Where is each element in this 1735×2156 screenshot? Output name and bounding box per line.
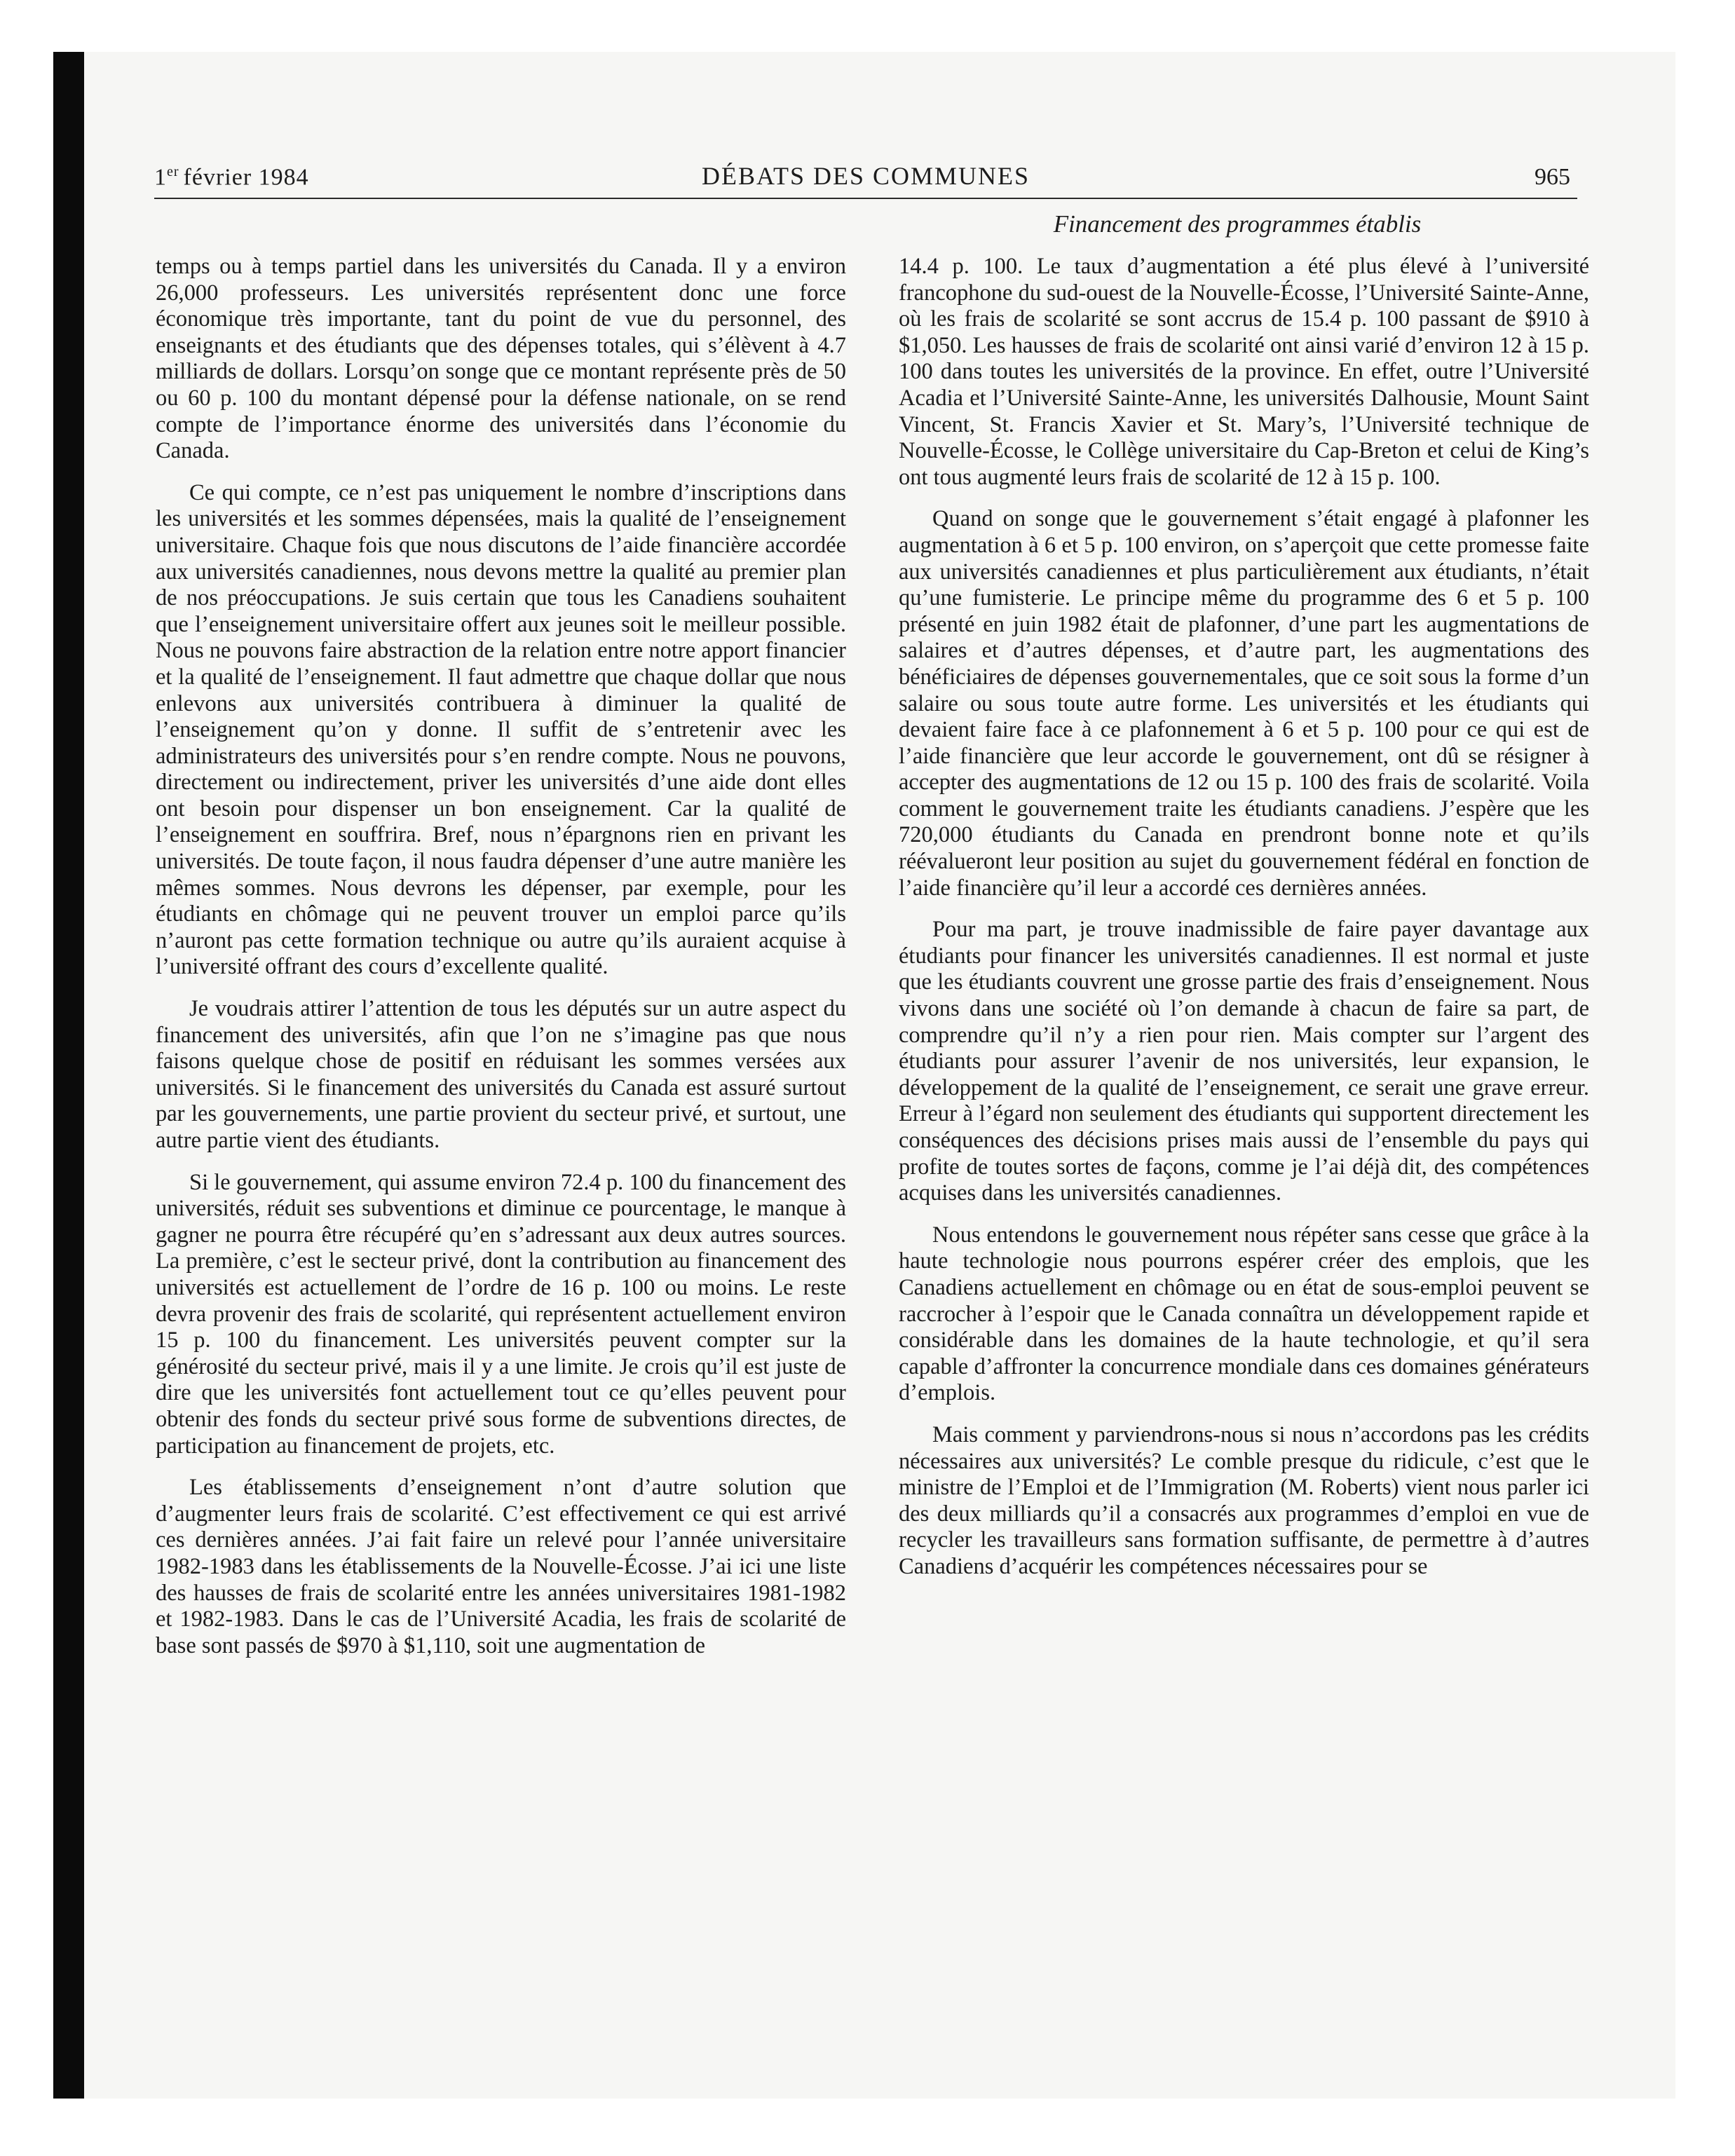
paragraph: Ce qui compte, ce n’est pas uniquement le nombre d’inscriptions dans les universités et les sommes dépensées, mais la qualité de l’enseignement universitaire. Chaque fois que nous discutons de l’aide financière accordée aux universités canadiennes, nous devons mettre la qualité au premier plan de nos préoccupations. Je suis certain que tous les Canadiens souhaitent que l’enseignement universitaire offert aux jeunes soit le meilleur possible. Nous ne pouvons faire abstraction de la relation entre notre apport financier et la qualité de l’enseignement. Il faut admettre que chaque dollar que nous enlevons aux universités contribuera à diminuer la qualité de l’enseignement qu’on y donne. Il suffit de s’entretenir avec les administrateurs des universités pour s’en rendre compte. Nous ne pouvons, directement ou indirectement, priver les universités d’une aide dont elles ont besoin pour dispenser un bon enseignement. Car la qualité de l’enseignement en souffrira. Bref, nous n’épargnons rien en privant les universités. De toute façon, il nous faudra dépenser d’une autre manière les mêmes sommes. Nous devrons les dépenser, par exemple, pour les étudiants en chômage qui ne peuvent trouver un emploi parce qu’ils n’auront pas cette formation technique ou autre qu’ils auraient acquise à l’université offrant des cours d’excellente qualité.	[156, 479, 846, 980]
paragraph: Nous entendons le gouvernement nous répéter sans cesse que grâce à la haute technologie nous pourrons espérer créer des emplois, que les Canadiens actuellement en chômage ou en état de sous-emploi peuvent se raccrocher à l’espoir que le Canada connaîtra un développement rapide et considérable dans les domaines de la haute technologie, et qu’il sera capable d’affronter la concurrence mondiale dans ces domaines générateurs d’emplois.	[899, 1222, 1589, 1406]
date-superscript: er	[167, 163, 179, 179]
left-column	[156, 254, 846, 1674]
paragraph: Quand on songe que le gouvernement s’était engagé à plafonner les augmentation à 6 et 5 p. 100 environ, on s’aperçoit que cette promesse faite aux universités canadiennes et plus particulièrement aux étudiants, n’était qu’une fumisterie. Le principe même du programme des 6 et 5 p. 100 présenté en juin 1982 était de plafonner, d’une part les augmentations de salaires et d’autres dépenses, et d’autre part, les augmentations des bénéficiaires de dépenses gouvernementales, que ce soit sous la forme d’un salaire ou sous toute autre forme. Les universités et les étudiants qui devaient faire face à ce plafonnement à 6 et 5 p. 100 pour ce qui est de l’aide financière que leur accorde le gouvernement, ont dû se résigner à accepter des augmentations de 12 ou 15 p. 100 des frais de scolarité. Voila comment le gouvernement traite les étudiants canadiens. J’espère que les 720,000 étudiants du Canada en prendront bonne note et qu’ils réévalueront leur position au sujet du gouvernement fédéral en fonction de l’aide financière qu’il leur a accordé ces dernières années.	[899, 506, 1589, 901]
page-header	[154, 160, 1577, 195]
paragraph: Les établissements d’enseignement n’ont d’autre solution que d’augmenter leurs frais de scolarité. C’est effectivement ce qui est arrivé ces dernières années. J’ai fait faire un relevé pour l’année universitaire 1982-1983 dans les établissements de la Nouvelle-Écosse. J’ai ici une liste des hausses de frais de scolarité entre les années universitaires 1981-1982 et 1982-1983. Dans le cas de l’Université Acadia, les frais de scolarité de base sont passés de $970 à $1,110, soit une augmentation de	[156, 1475, 846, 1658]
right-column	[899, 254, 1589, 1596]
paragraph: Si le gouvernement, qui assume environ 72.4 p. 100 du financement des universités, réduit ses subventions et diminue ce pourcentage, le manque à gagner ne pourra être récupéré qu’en s’adressant aux deux autres sources. La première, c’est le secteur privé, dont la contribution au financement des universités est actuellement de l’ordre de 16 p. 100 ou moins. Le reste devra provenir des frais de scolarité, qui représentent actuellement environ 15 p. 100 du financement. Les universités peuvent compter sur la générosité du secteur privé, mais il y a une limite. Je crois qu’il est juste de dire que les universités font actuellement tout ce qu’elles peuvent pour obtenir des fonds du secteur privé sous forme de subventions directes, de participation au financement de projets, etc.	[156, 1169, 846, 1459]
header-title: DÉBATS DES COMMUNES	[701, 162, 1030, 190]
paragraph: temps ou à temps partiel dans les universités du Canada. Il y a environ 26,000 professeurs. Les universités représentent donc une force économique très importante, tant du point de vue du personnel, des enseignants et des étudiants que des dépenses totales, qui s’élèvent à 4.7 milliards de dollars. Lorsqu’on songe que ce montant représente près de 50 ou 60 p. 100 du montant dépensé pour la défense nationale, on se rend compte de l’importance énorme des universités dans l’économie du Canada.	[156, 254, 846, 464]
page-number: 965	[1535, 164, 1570, 190]
paragraph: Mais comment y parviendrons-nous si nous n’accordons pas les crédits nécessaires aux universités? Le comble presque du ridicule, c’est que le ministre de l’Emploi et de l’Immigration (M. Roberts) vient nous parler ici des deux milliards qu’il a consacrés aux programmes d’emploi en vue de recycler les travailleurs sans formation suffisante, de permettre à d’autres Canadiens d’acquérir les compétences nécessaires pour se	[899, 1421, 1589, 1579]
section-subheading: Financement des programmes établis	[1053, 210, 1422, 238]
paragraph: Je voudrais attirer l’attention de tous les députés sur un autre aspect du financement des universités, afin que l’on ne s’imagine pas que nous faisons quelque chose de positif en réduisant les sommes versées aux universités. Si le financement des universités du Canada est assuré surtout par les gouvernements, une partie provient du secteur privé, et surtout, une autre partie vient des étudiants.	[156, 996, 846, 1153]
date-day: 1	[154, 164, 167, 190]
paragraph: 14.4 p. 100. Le taux d’augmentation a été plus élevé à l’université francophone du sud-ouest de la Nouvelle-Écosse, l’Université Sainte-Anne, où les frais de scolarité se sont accrus de 15.4 p. 100 passant de $910 à $1,050. Les hausses de frais de scolarité ont ainsi varié d’environ 12 à 15 p. 100 dans toutes les universités de la province. En effet, outre l’Université Acadia et l’Université Sainte-Anne, les universités Dalhousie, Mount Saint Vincent, St. Francis Xavier et St. Mary’s, l’Université technique de Nouvelle-Écosse, le Collège universitaire du Cap-Breton et celui de King’s ont tous augmenté leurs frais de scolarité de 12 à 15 p. 100.	[899, 254, 1589, 490]
header-rule	[154, 198, 1577, 199]
paragraph: Pour ma part, je trouve inadmissible de faire payer davantage aux étudiants pour financer les universités canadiennes. Il est normal et juste que les étudiants couvrent une grosse partie des frais d’enseignement. Nous vivons dans une société où l’on demande à chacun de faire sa part, de comprendre qu’il n’y a rien pour rien. Mais compter sur l’argent des étudiants pour assurer l’avenir de nos universités, leur expansion, le développement de la qualité de l’enseignement, ce serait une grave erreur. Erreur à l’égard non seulement des étudiants qui supportent directement les conséquences des décisions prises mais aussi de l’ensemble du pays qui profite de toutes sortes de façons, comme je l’ai déjà dit, des compétences acquises dans les universités canadiennes.	[899, 917, 1589, 1206]
scan-binding-edge	[53, 52, 84, 2099]
date-rest: février 1984	[183, 164, 309, 190]
